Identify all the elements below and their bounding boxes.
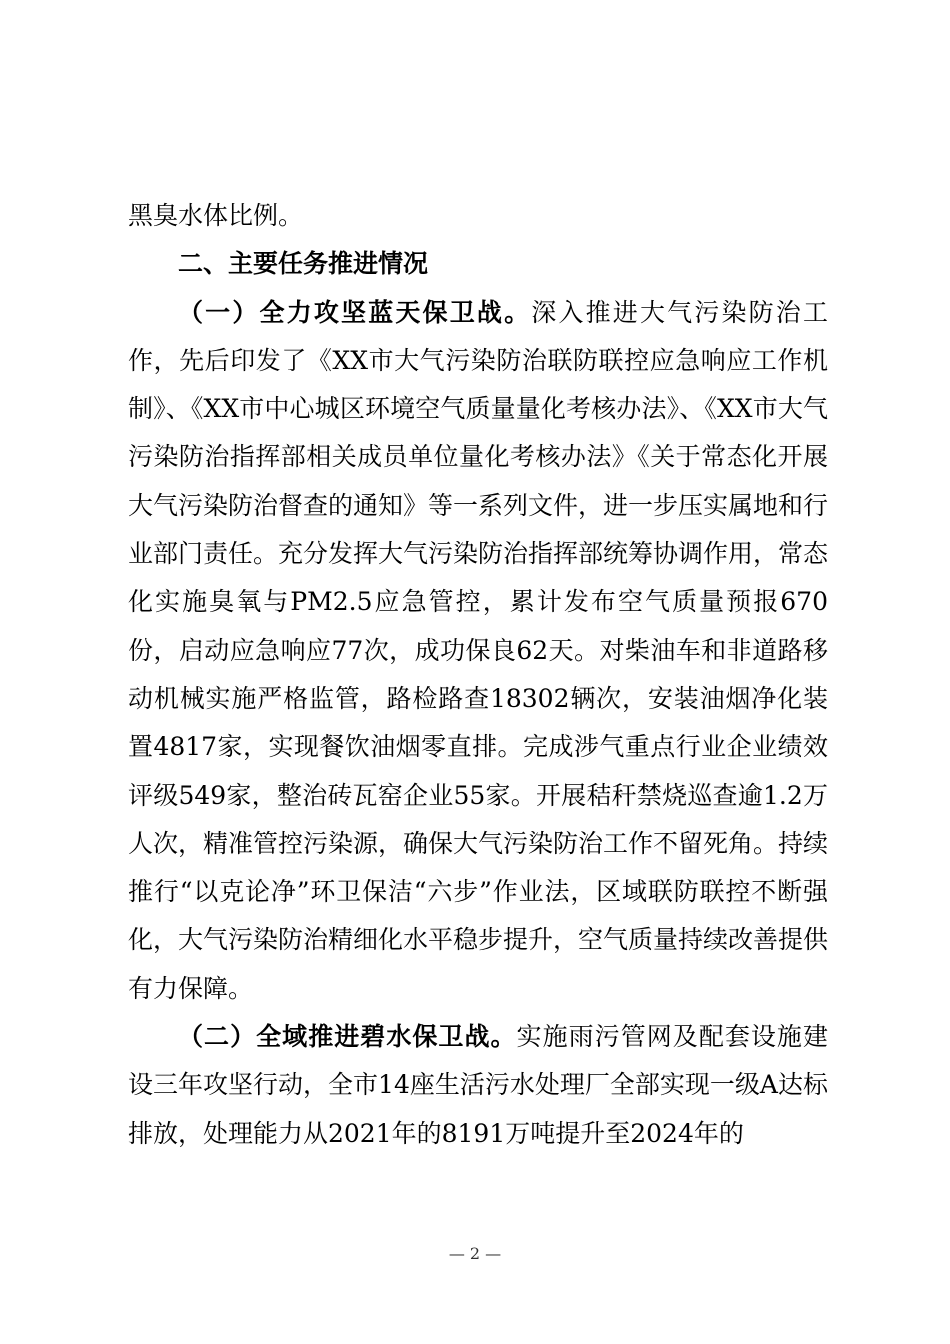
paragraph-text: 实施雨污管网及配套设施建设三年攻坚行动，全市14座生活污水处理厂全部实现一级A达标排放，处理能力从2021年的8191万吨提升至2024年的	[128, 1022, 828, 1148]
page-number: — 2 —	[448, 1244, 502, 1263]
continuation-line: 黑臭水体比例。	[128, 201, 304, 230]
paragraph-text: 深入推进大气污染防治工作，先后印发了《XX市大气污染防治联防联控应急响应工作机制》、《XX市中心城区环境空气质量量化考核办法》、《XX市大气污染防治指挥部相关成员单位量化考核办法》《关于常态化开展大气污染防治督查的通知》等一系列文件，进一步压实属地和行业部门责任。充分发挥大气污染防治指挥部统筹协调作用，常态化实施臭氧与PM2.5应急管控，累计发布空气质量预报670份，启动应急响应77次，成功保良62天。对柴油车和非道路移动机械实施严格监管，路检路查18302辆次，安装油烟净化装置4817家，实现餐饮油烟零直排。完成涉气重点行业企业绩效评级549家，整治砖瓦窑企业55家。开展秸秆禁烧巡查逾1.2万人次，精准管控污染源，确保大气污染防治工作不留死角。持续推行“以克论净”环卫保洁“六步”作业法，区域联防联控不断强化，大气污染防治精细化水平稳步提升，空气质量持续改善提供有力保障。	[128, 297, 829, 1003]
paragraph-blue-sky	[128, 289, 828, 1013]
section-heading: 二、主要任务推进情况	[178, 249, 429, 279]
body-text	[128, 192, 828, 1158]
paragraph-lead: （一）全力攻坚蓝天保卫战。	[178, 297, 532, 327]
paragraph-lead: （二）全域推进碧水保卫战。	[178, 1022, 517, 1052]
paragraph-clear-water	[128, 1013, 828, 1158]
